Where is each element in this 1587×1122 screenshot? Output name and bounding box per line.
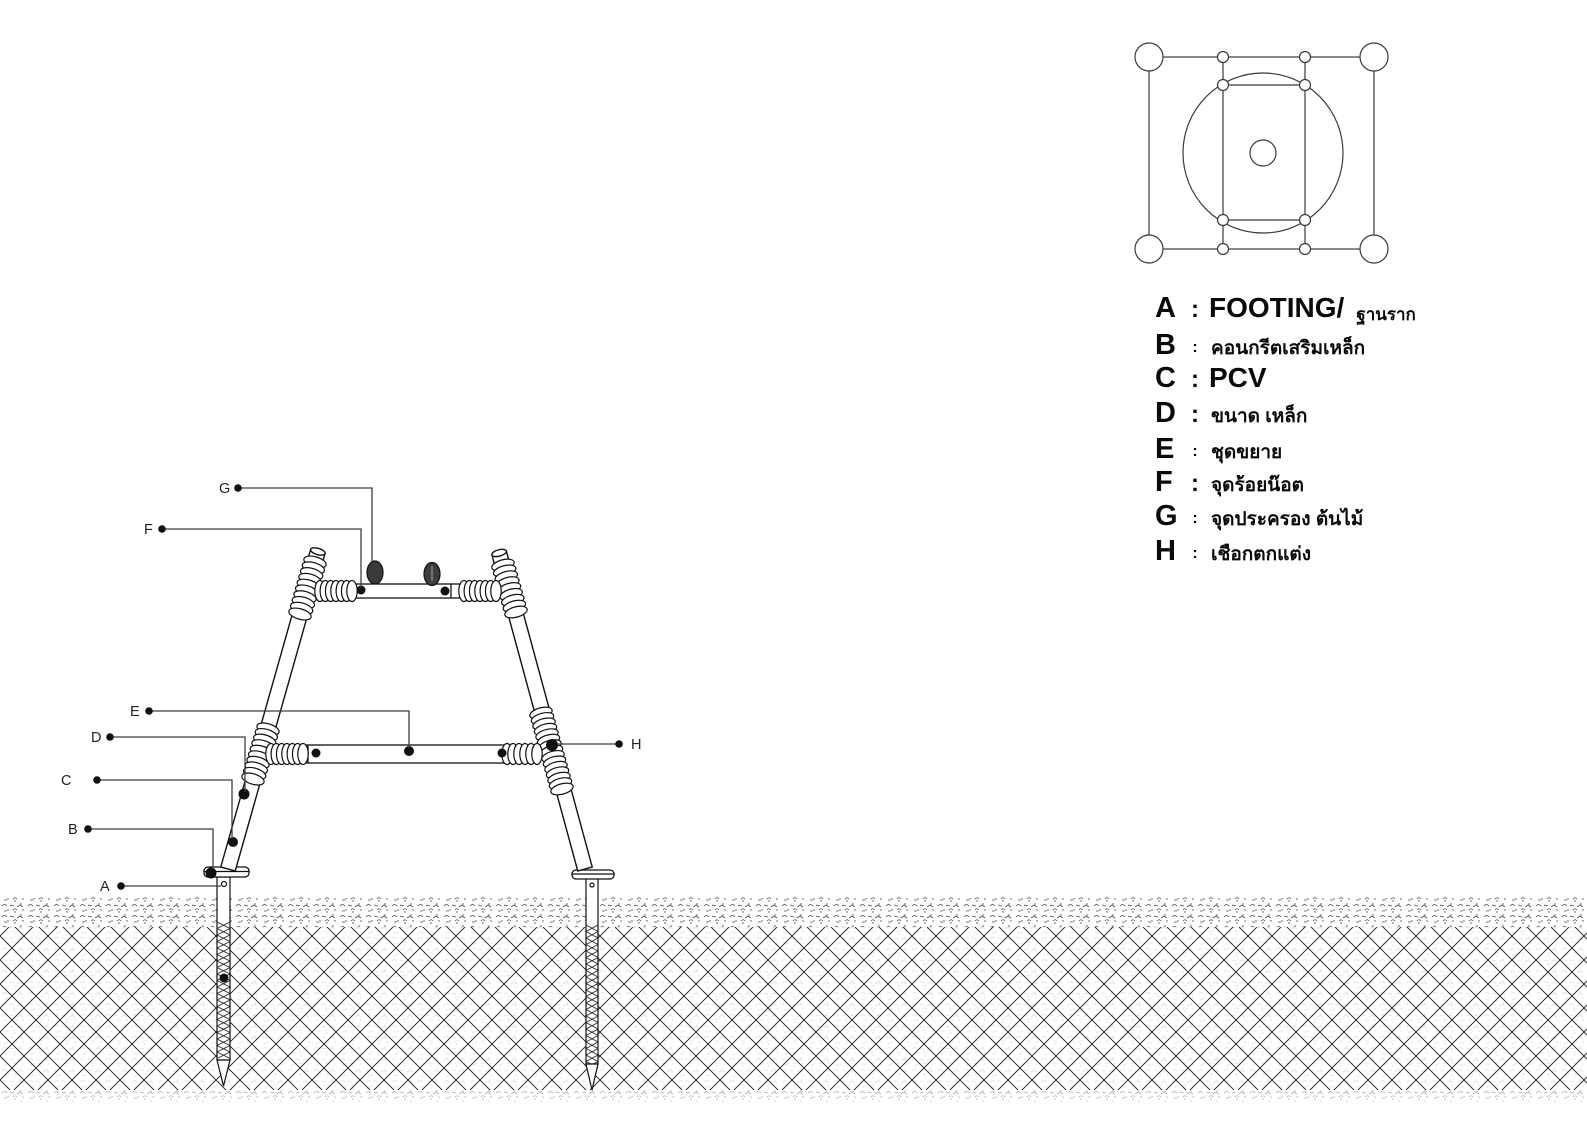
subsoil-strip — [0, 1090, 1587, 1102]
legend-row-e — [1155, 433, 1282, 467]
ground — [0, 897, 1587, 1102]
tree-strap-left — [367, 561, 383, 584]
callout-g: G — [219, 481, 231, 497]
legend-row-a — [1155, 292, 1416, 325]
leader-b — [88, 829, 213, 869]
leader-f — [162, 529, 361, 588]
right-screw-pile — [586, 878, 598, 1090]
callout-a: A — [100, 879, 110, 895]
callout-b: B — [68, 822, 78, 838]
legend-colon: : — [1192, 510, 1198, 527]
bolt-dot — [312, 749, 321, 758]
pile-bolt-dot — [220, 974, 229, 983]
soil-speckle-overlay — [0, 927, 1587, 1090]
legend-text-thai: ฐานราก — [1356, 305, 1416, 324]
legend-row-f — [1155, 466, 1304, 500]
leader-c — [97, 780, 232, 839]
legend-colon: : — [1191, 366, 1199, 393]
legend-colon: : — [1191, 470, 1199, 497]
callout-h: H — [631, 737, 642, 753]
legend-row-h — [1155, 535, 1311, 569]
legend-letter: F — [1155, 466, 1173, 498]
legend-letter: G — [1155, 500, 1178, 532]
legend-colon: : — [1191, 401, 1199, 428]
callout-labels — [61, 481, 641, 895]
topsoil-band — [0, 897, 1587, 927]
legend — [1155, 0, 1575, 600]
legend-letter: H — [1155, 535, 1176, 567]
legend-text-thai: จุดร้อยน๊อต — [1211, 475, 1304, 496]
leader-d — [110, 737, 245, 792]
callout-e: E — [130, 704, 140, 720]
left-screw-pile — [217, 877, 230, 1086]
bolt-dot — [498, 749, 507, 758]
legend-letter: D — [1155, 397, 1176, 429]
legend-letter: B — [1155, 329, 1176, 361]
legend-letter: C — [1155, 362, 1176, 394]
legend-text: PCV — [1209, 362, 1267, 393]
steel-size-dot — [239, 789, 250, 800]
rope-junction-dot — [546, 739, 558, 751]
legend-text-thai: ขนาด เหล็ก — [1211, 406, 1308, 427]
leader-g — [238, 488, 372, 561]
concrete-dot — [206, 868, 217, 879]
legend-text-thai: จุดประครอง ต้นไม้ — [1211, 509, 1364, 530]
legend-colon: : — [1192, 545, 1198, 562]
callout-d: D — [91, 730, 102, 746]
legend-letter: E — [1155, 433, 1175, 465]
legend-colon: : — [1192, 339, 1198, 356]
legend-text-thai: คอนกรีตเสริมเหล็ก — [1211, 338, 1366, 359]
legend-colon: : — [1191, 296, 1199, 323]
legend-row-d — [1155, 397, 1307, 431]
legend-letter: A — [1155, 292, 1176, 324]
legend-row-b — [1155, 329, 1365, 363]
callout-f: F — [144, 522, 153, 538]
pvc-dot — [228, 837, 238, 847]
legend-text-thai: ชุดขยาย — [1211, 442, 1283, 463]
legend-row-g — [1155, 500, 1363, 534]
legend-colon: : — [1192, 443, 1198, 460]
legend-text: FOOTING/ — [1209, 292, 1345, 323]
bolt-dot — [441, 587, 450, 596]
legend-row-c — [1155, 362, 1267, 395]
middle-crossbar — [290, 745, 515, 763]
callout-c: C — [61, 773, 72, 789]
legend-text-thai: เชือกตกแต่ง — [1211, 544, 1312, 565]
